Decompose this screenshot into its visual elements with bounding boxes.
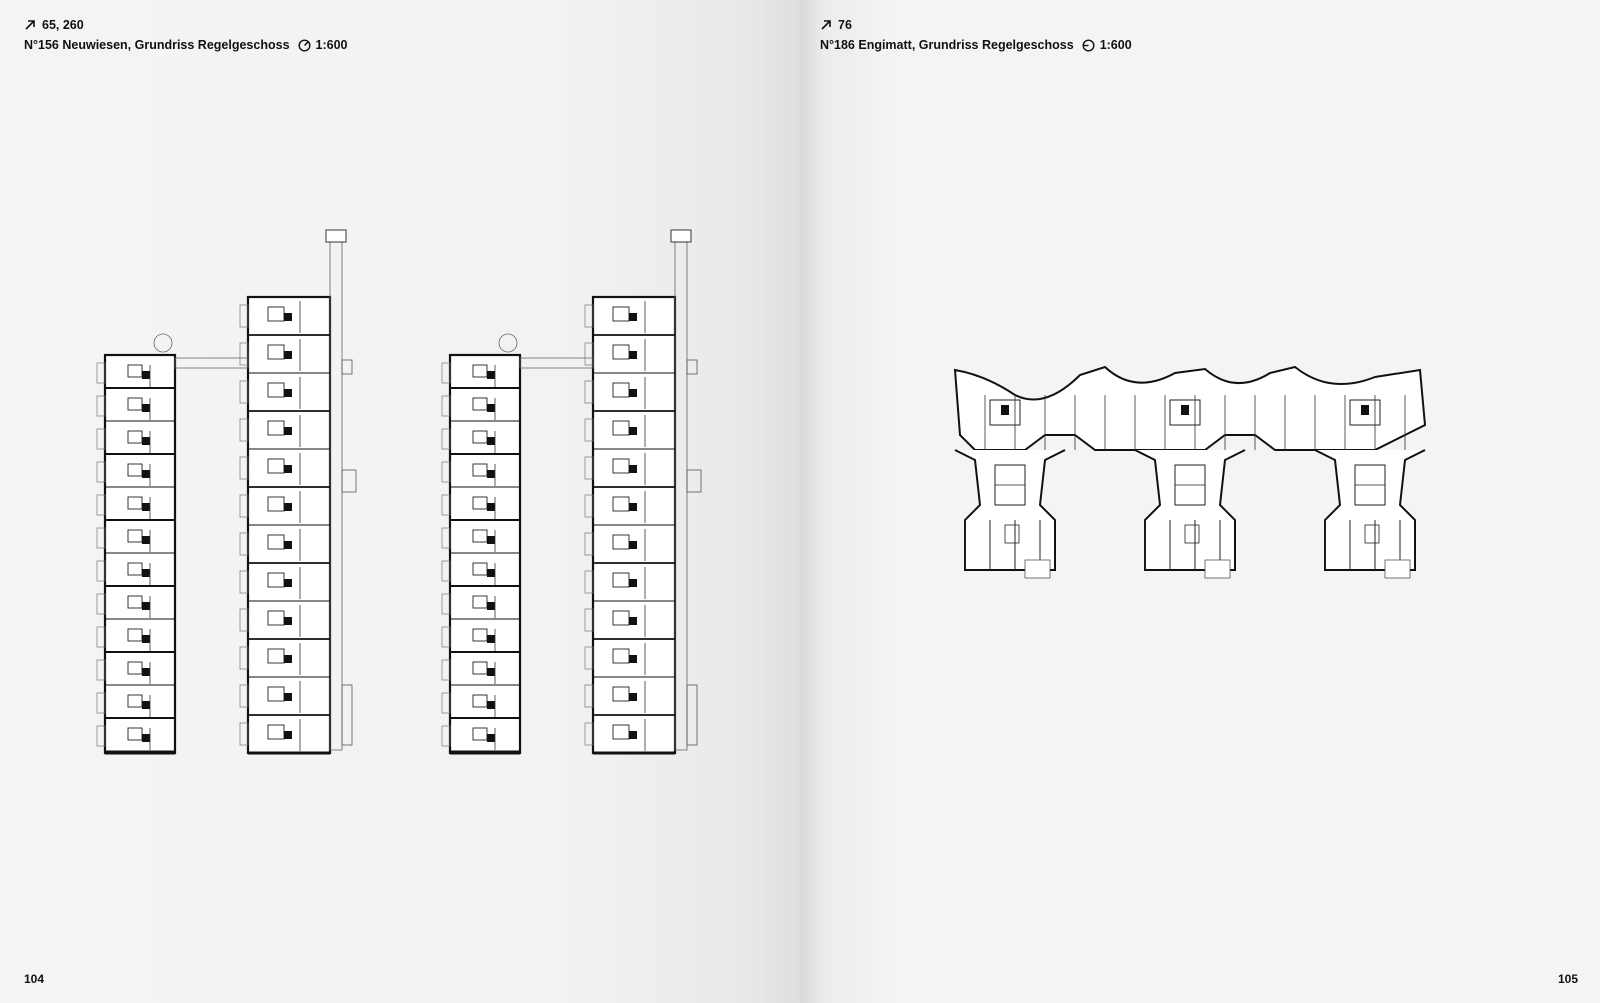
right-reference-text: 76 bbox=[838, 18, 852, 32]
right-reference bbox=[820, 17, 1132, 33]
right-page-number: 105 bbox=[1557, 972, 1578, 986]
right-scale-text: 1:600 bbox=[1099, 38, 1132, 52]
scale-dial-icon bbox=[298, 39, 311, 52]
left-page-number: 104 bbox=[24, 972, 45, 986]
floor-plan-neuwiesen-1 bbox=[90, 225, 380, 770]
right-header bbox=[820, 17, 1132, 52]
floor-plan-neuwiesen-2 bbox=[435, 225, 725, 770]
scale-dial-icon bbox=[1082, 39, 1095, 52]
right-caption-text: N°186 Engimatt, Grundriss Regelgeschoss bbox=[820, 38, 1074, 52]
right-page bbox=[800, 0, 1600, 1003]
left-scale-text: 1:600 bbox=[315, 38, 348, 52]
left-reference-text: 65, 260 bbox=[42, 18, 84, 32]
left-header bbox=[24, 17, 348, 52]
right-scale bbox=[1082, 38, 1132, 52]
left-scale bbox=[298, 38, 348, 52]
left-caption bbox=[24, 38, 348, 52]
left-caption-text: N°156 Neuwiesen, Grundriss Regelgeschoss bbox=[24, 38, 290, 52]
floor-plan-engimatt bbox=[945, 355, 1445, 595]
right-caption bbox=[820, 38, 1132, 52]
arrow-up-right-icon bbox=[820, 19, 832, 31]
left-reference bbox=[24, 17, 348, 33]
arrow-up-right-icon bbox=[24, 19, 36, 31]
